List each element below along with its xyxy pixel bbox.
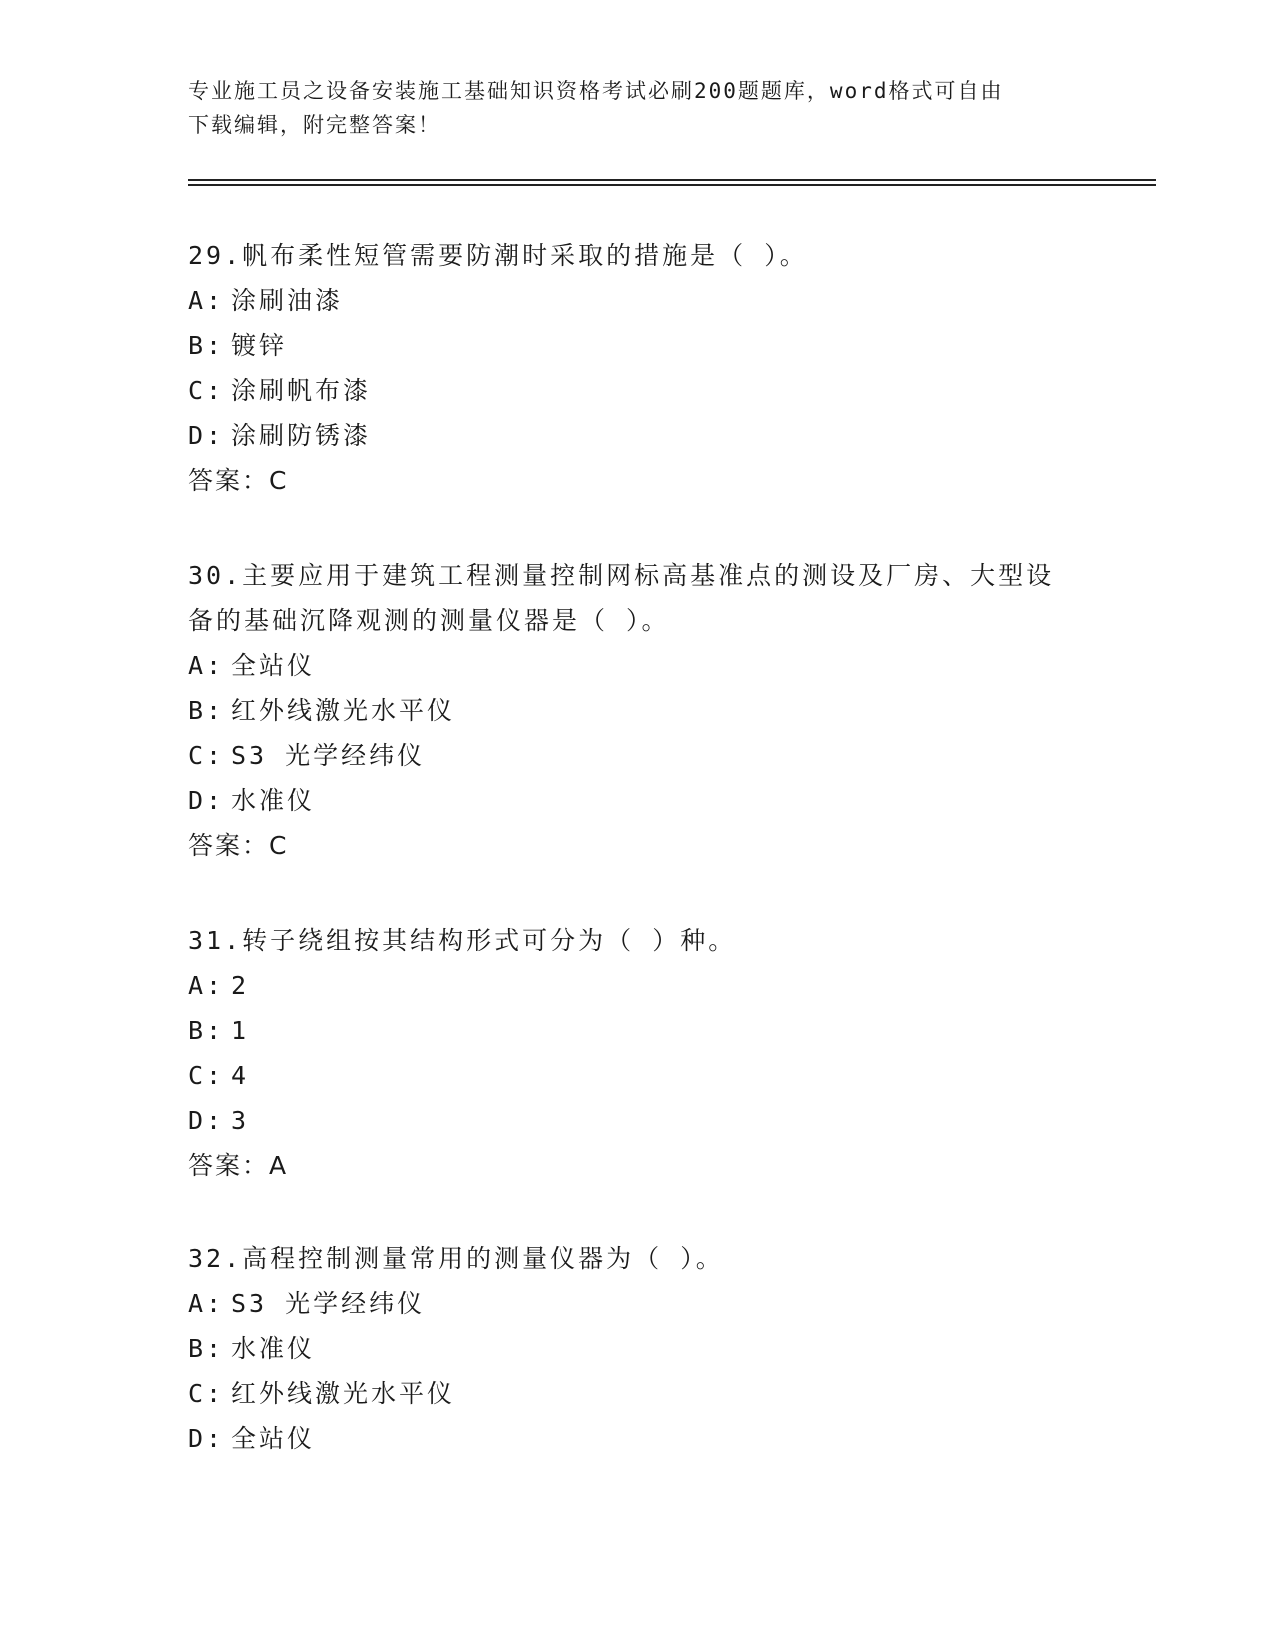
option-b — [188, 688, 1088, 733]
question-stem: 29.帆布柔性短管需要防潮时采取的措施是（ ）。 — [188, 241, 808, 270]
answer-line: 答案：A — [188, 1151, 289, 1180]
option-letter: D: — [188, 1106, 225, 1135]
answer-line: 答案：C — [188, 466, 289, 495]
option-c — [188, 368, 1088, 413]
option-a — [188, 963, 1088, 1008]
option-a — [188, 1281, 1088, 1326]
option-letter: A: — [188, 971, 225, 1000]
option-text: 3 — [231, 1106, 250, 1135]
option-a — [188, 643, 1088, 688]
header-line-2: 下载编辑，附完整答案！ — [188, 113, 441, 137]
option-text: 全站仪 — [231, 1424, 316, 1453]
option-text: 全站仪 — [231, 651, 316, 680]
option-b — [188, 1008, 1088, 1053]
question-stem: 32.高程控制测量常用的测量仪器为（ ）。 — [188, 1244, 724, 1273]
option-letter: A: — [188, 1289, 225, 1318]
option-letter: B: — [188, 1334, 225, 1363]
option-text: 4 — [231, 1061, 250, 1090]
option-a — [188, 278, 1088, 323]
option-text: 1 — [231, 1016, 250, 1045]
option-text: 红外线激光水平仪 — [231, 696, 456, 725]
document-header — [188, 74, 1068, 142]
option-text: 水准仪 — [231, 786, 316, 815]
option-letter: A: — [188, 286, 225, 315]
option-c — [188, 1371, 1088, 1416]
option-letter: C: — [188, 1061, 225, 1090]
question-32 — [188, 1236, 1088, 1461]
option-letter: C: — [188, 376, 225, 405]
option-text: 涂刷防锈漆 — [231, 421, 372, 450]
option-b — [188, 323, 1088, 368]
option-c — [188, 733, 1088, 778]
question-30 — [188, 553, 1088, 868]
option-text: S3 光学经纬仪 — [231, 741, 426, 770]
option-letter: B: — [188, 1016, 225, 1045]
option-letter: B: — [188, 331, 225, 360]
question-31 — [188, 918, 1088, 1188]
option-letter: B: — [188, 696, 225, 725]
option-text: S3 光学经纬仪 — [231, 1289, 426, 1318]
question-stem: 31.转子绕组按其结构形式可分为（ ）种。 — [188, 926, 737, 955]
option-d — [188, 1098, 1088, 1143]
option-letter: C: — [188, 741, 225, 770]
option-text: 红外线激光水平仪 — [231, 1379, 456, 1408]
option-d — [188, 413, 1088, 458]
option-text: 2 — [231, 971, 250, 1000]
option-text: 水准仪 — [231, 1334, 316, 1363]
option-text: 镀锌 — [231, 331, 288, 360]
question-stem-line-1: 30.主要应用于建筑工程测量控制网标高基准点的测设及厂房、大型设 — [188, 561, 1055, 590]
option-letter: D: — [188, 1424, 225, 1453]
answer-line: 答案：C — [188, 831, 289, 860]
option-text: 涂刷油漆 — [231, 286, 344, 315]
header-divider-bottom — [188, 184, 1156, 186]
option-text: 涂刷帆布漆 — [231, 376, 372, 405]
option-c — [188, 1053, 1088, 1098]
option-letter: C: — [188, 1379, 225, 1408]
question-29 — [188, 233, 1088, 503]
option-letter: A: — [188, 651, 225, 680]
option-d — [188, 778, 1088, 823]
option-letter: D: — [188, 421, 225, 450]
question-stem-line-2: 备的基础沉降观测的测量仪器是（ ）。 — [188, 606, 670, 635]
header-line-1: 专业施工员之设备安装施工基础知识资格考试必刷200题题库，word格式可自由 — [188, 79, 1004, 103]
header-divider-top — [188, 179, 1156, 181]
option-letter: D: — [188, 786, 225, 815]
option-b — [188, 1326, 1088, 1371]
option-d — [188, 1416, 1088, 1461]
